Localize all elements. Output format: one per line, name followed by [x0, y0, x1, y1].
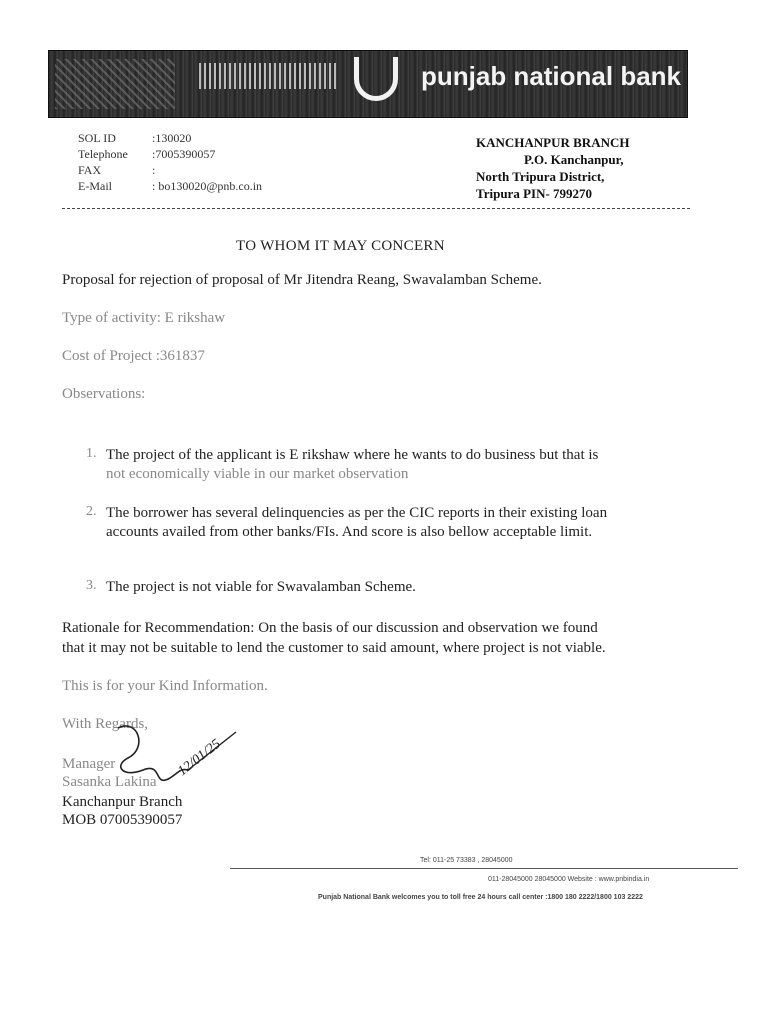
telephone-value: :7005390057 — [152, 147, 216, 161]
bank-name: punjab national bank — [421, 61, 682, 91]
signature-date: 12/01/25 — [175, 736, 224, 780]
observation-item-2 — [106, 504, 607, 542]
rationale-line-2: that it may not be suitable to lend the customer to said amount, where project is not viable. — [62, 640, 606, 656]
letter-heading: TO WHOM IT MAY CONCERN — [236, 238, 445, 254]
signatory-branch: Kanchanpur Branch — [62, 794, 183, 810]
observation-item-1 — [106, 446, 598, 484]
footer-toll-free: Punjab National Bank welcomes you to toll free 24 hours call center :1800 180 2222/1800 103 2222 — [318, 894, 643, 901]
footer-telephone: Tel: 011-25 73383 , 28045000 — [420, 857, 513, 864]
footer-website: 011-28045000 28045000 Website : www.pnbindia.in — [488, 876, 650, 883]
observation-item-3 — [106, 578, 416, 597]
cost-line: Cost of Project :361837 — [62, 348, 205, 364]
sol-id-label: SOL ID — [78, 131, 116, 145]
banner-texture — [55, 59, 175, 109]
email-row — [78, 178, 262, 194]
signatory-mobile: MOB 07005390057 — [62, 812, 183, 828]
observation-2-line-2: accounts availed from other banks/FIs. And score is also bellow acceptable limit. — [106, 524, 593, 540]
branch-name: KANCHANPUR BRANCH — [476, 135, 630, 150]
telephone-label: Telephone — [78, 147, 128, 161]
branch-state-pin: Tripura PIN- 799270 — [476, 186, 593, 201]
signatory-title: Manager — [62, 756, 116, 772]
fax-row — [78, 162, 262, 178]
kind-information: This is for your Kind Information. — [62, 678, 268, 694]
observation-3-line-1: The project is not viable for Swavalamban Scheme. — [106, 579, 416, 595]
branch-district: North Tripura District, — [476, 169, 605, 184]
observation-number-3: 3. — [86, 578, 97, 593]
regards: With Regards, — [62, 716, 149, 732]
email-value: : bo130020@pnb.co.in — [152, 179, 263, 193]
fax-value: : — [152, 163, 156, 177]
observation-1-line-1: The project of the applicant is E rikshaw where he wants to do business but that is — [106, 447, 599, 463]
telephone-row — [78, 146, 262, 162]
activity-line: Type of activity: E rikshaw — [62, 310, 226, 326]
fax-label: FAX — [78, 163, 102, 177]
email-label: E-Mail — [78, 179, 112, 193]
proposal-line: Proposal for rejection of proposal of Mr Jitendra Reang, Swavalamban Scheme. — [62, 272, 542, 288]
bank-letterhead-banner — [48, 50, 688, 118]
footer-divider — [230, 868, 738, 869]
contact-details — [78, 130, 262, 194]
rationale-line-1: Rationale for Recommendation: On the basis of our discussion and observation we found — [62, 620, 598, 636]
signatory-name: Sasanka Lakina — [62, 774, 157, 790]
observation-1-line-2: not economically viable in our market observation — [106, 466, 409, 482]
observations-label: Observations: — [62, 386, 146, 402]
handwritten-signature — [108, 718, 248, 798]
branch-address — [476, 134, 629, 202]
branch-po: P.O. Kanchanpur, — [524, 152, 624, 167]
sol-id-row — [78, 130, 262, 146]
observation-2-line-1: The borrower has several delinquencies as per the CIC reports in their existing loan — [106, 505, 608, 521]
sol-id-value: :130020 — [152, 131, 192, 145]
banner-hindi-text — [199, 63, 339, 89]
observation-number-1: 1. — [86, 446, 97, 461]
pnb-logo-icon — [354, 57, 398, 101]
observation-number-2: 2. — [86, 504, 97, 519]
header-divider — [62, 208, 690, 209]
